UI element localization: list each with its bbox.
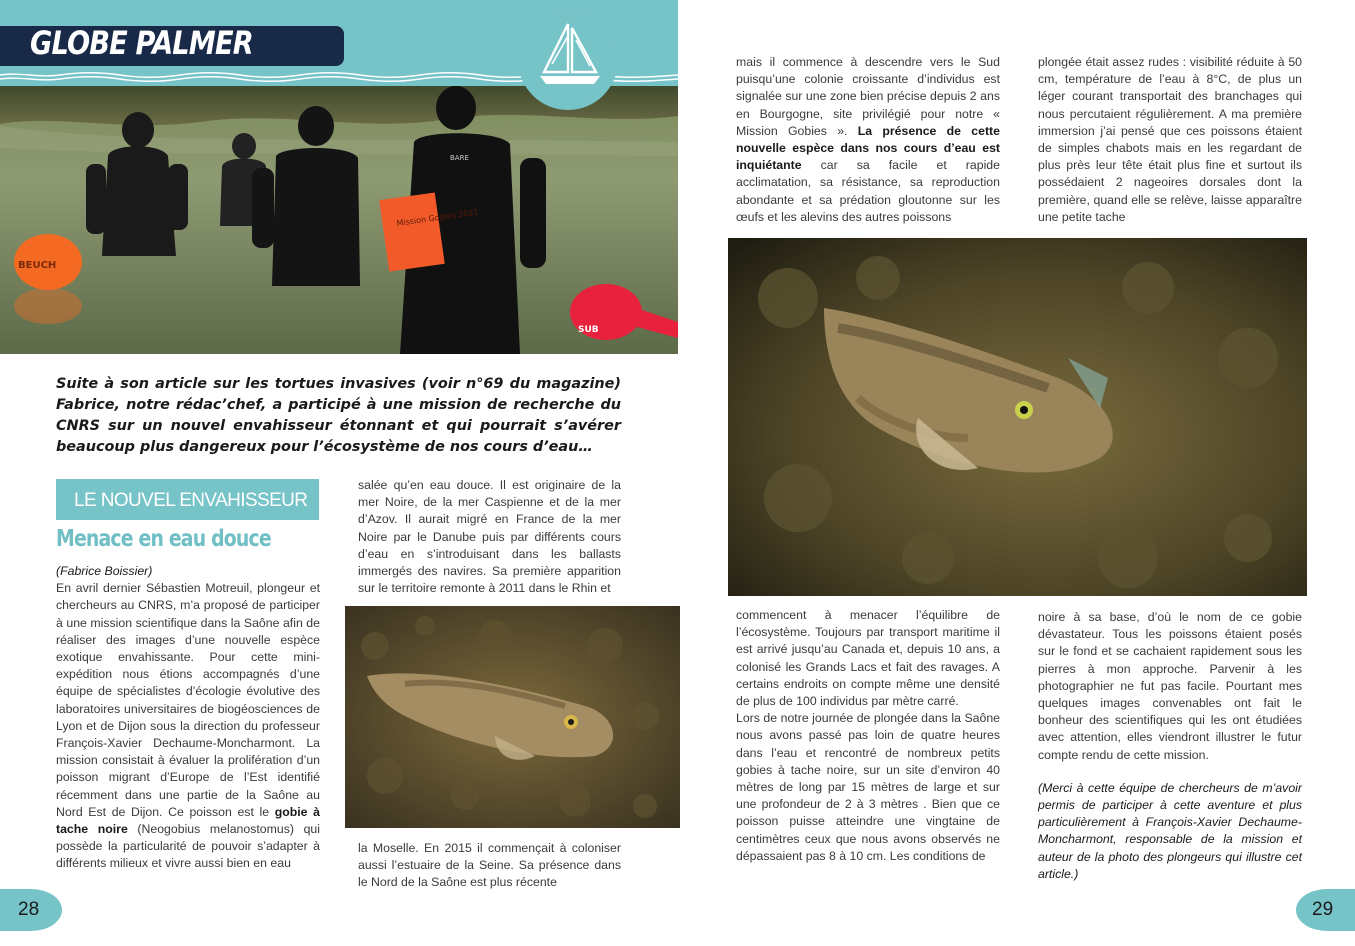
paragraph: salée qu’en eau douce. Il est originaire de la mer Noire, de la mer Caspienne et de la mer d’Azov. Il aurait migré en France de la mer Noire par le Danube puis par différents cours d’eau en s’introduisant dans les ballasts immergés des navires. Sa première apparition sur le territoire remonte à 2011 dans le Rhin et (358, 478, 621, 596)
section-title: GLOBE PALMER (30, 24, 253, 62)
paragraph (56, 580, 320, 872)
goby-photo-small (345, 606, 680, 828)
text-run: (Neogobius melanostomus) qui possède la particularité de pouvoir s’adapter à différents milieux et vivre aussi bien en eau (56, 822, 320, 871)
sign-text: Mission Gobies 2021 (396, 207, 480, 229)
text-run: car sa facile et rapide acclimatation, sa résistance, sa reproduction abondante et sa prédation gloutonne sur les œufs et les alevins des autres poissons (736, 158, 1000, 224)
paragraph: Lors de notre journée de plongée dans la Saône nous avons passé pas loin de quatre heures dans l’eau et rencontré de nombreux petits gobies à tache noire, sur un site d’environ 40 mètres de long par 15 mètres de large et sur une profondeur de 2 à 3 mètres . Bien que ce poisson puisse atteindre une vingtaine de centimètres ceux que nous avons observés ne dépassaient pas 8 à 10 cm. Les conditions de (736, 711, 1000, 863)
buoy-left-text: BEUCH (18, 260, 57, 271)
byline: (Fabrice Boissier) (56, 564, 153, 578)
paragraph: commencent à menacer l’équilibre de l’écosystème. Toujours par transport maritime il est arrivé jusqu’au Canada et, depuis 10 ans, a colonisé les Grands Lacs et fait des ravages. A certains endroits on compte même une densité de plus de 100 individus par mètre carré. (736, 608, 1000, 709)
text-run: mais il commence à descendre vers le Sud puisqu’une colonie croissante d’individus est signalée sur une zone bien précise depuis 2 ans en Bourgogne, site privilégié pour notre « Mission Gobies ». (736, 55, 1000, 138)
paragraph: noire à sa base, d’où le nom de ce gobie dévastateur. Tous les poissons étaient posés sur le fond et se cachaient rapidement sous les pierres à mon approche. Parvenir à les photographier ne fut pas facile. Pourtant mes quelques images convenables ont fait le bonheur des scientifiques qui les ont étudiées avec attention, elles viendront illustrer le futur compte rendu de cette mission. (1038, 610, 1302, 762)
section-label: LE NOUVEL ENVAHISSEUR (74, 490, 308, 511)
subheading: Menace en eau douce (56, 526, 271, 552)
article-column-2-top (358, 477, 621, 597)
suit-brand-text: BARE (450, 154, 469, 162)
intro-text: Suite à son article sur les tortues invasives (voir n°69 du magazine) Fabrice, notre rédac’chef, a participé à une mission de recherche du CNRS sur un nouvel envahisseur étonnant et qui pourrait s’avérer beaucoup plus dangereux pour l’écosystème de nos cours d’eau… (56, 376, 621, 456)
species-name: gobie à tache noire (56, 804, 321, 837)
sailboat-icon (538, 22, 602, 88)
article-column-1 (56, 563, 320, 873)
text-run: En avril dernier Sébastien Motreuil, plongeur et chercheurs au CNRS, m’a proposé de participer à une mission scientifique dans la Saône afin de réaliser des images d’une nouvelle espèce exotique envahissante. Pour cette mini-expédition nous étions accompagnés d’une équipe de spécialistes d’écologie évolutive des laboratoires universitaires de biogéosciences de Lyon et de Dijon sous la direction du professeur François-Xavier Dechaume-Moncharmont. La mission consistait à évaluer la prolifération d’un poisson migrant d’Europe de l’Est identifié récemment dans une partie de la Saône au Nord Est de Dijon. Ce poisson est le (56, 581, 320, 819)
paragraph: la Moselle. En 2015 il commençait à coloniser aussi l’estuaire de la Seine. Sa présence dans le Nord de la Saône est plus récente (358, 841, 621, 890)
article-column-3-top (736, 54, 1000, 226)
article-column-2-bottom (358, 840, 621, 892)
page-number-right: 29 (1296, 889, 1355, 931)
divers-photo (0, 86, 678, 354)
article-column-4-top (1038, 54, 1302, 226)
paragraph: plongée était assez rudes : visibilité réduite à 50 cm, température de l’eau à 8°C, de plus un léger courant transportait des branchages qui nous percutaient régulièrement. A ma première immersion j’ai pensé que ces poissons étaient de simples chabots mais en les regardant de plus près leur tête était plus fine et surtout ils possédaient 2 nageoires dorsales dont la première, quand elle se relève, laisse apparaître une petite tache (1038, 55, 1302, 224)
buoy-right-text: SUB (578, 325, 599, 335)
article-column-3-bottom (736, 607, 1000, 865)
article-column-4-bottom (1038, 609, 1302, 883)
acknowledgement: (Merci à cette équipe de chercheurs de m’avoir permis de participer à cette aventure et plus particulièrement à François-Xavier Dechaume-Moncharmont, responsable de la mission et auteur de la photo des plongeurs qui illustre cet article.) (1038, 780, 1302, 881)
paragraph (736, 54, 1000, 226)
page-number-left: 28 (0, 889, 62, 931)
goby-photo-large (728, 238, 1307, 596)
highlight-text: La présence de cette nouvelle espèce dans nos cours d’eau est inquiétante (736, 123, 1000, 173)
